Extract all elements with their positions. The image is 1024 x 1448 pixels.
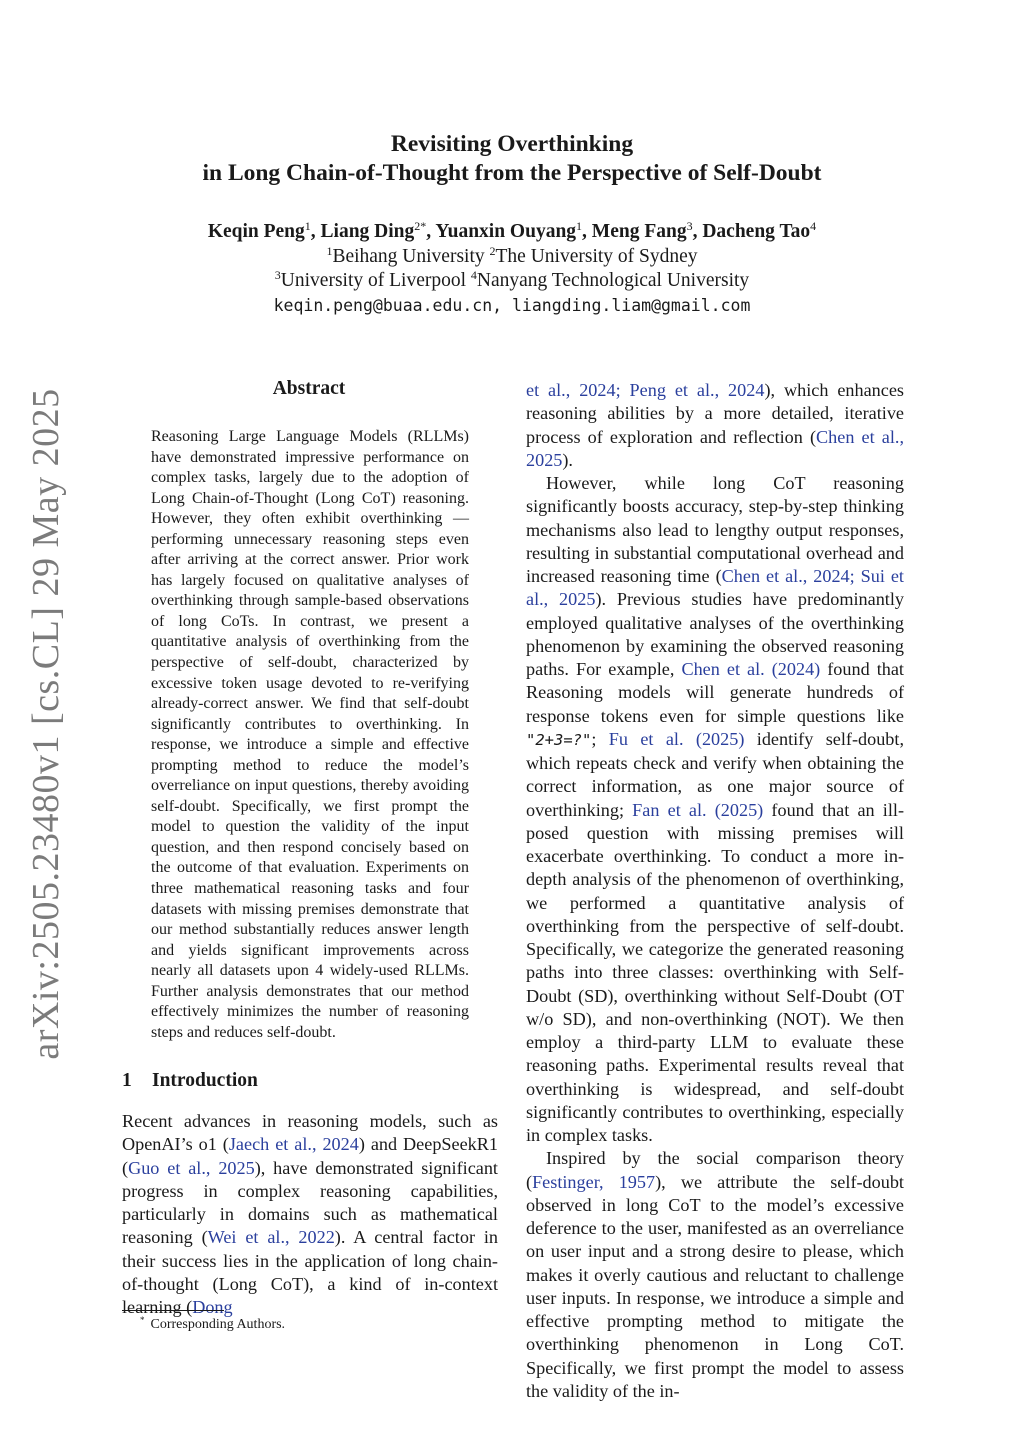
body-text: ), we attribute the self-doubt observed in long CoT to the model’s excessive deference to the user, manifested as an overreliance on user input and a strong desire to please, which makes it overly cautious and reluctant to challenge user inputs. In response, we introduce a simple and effective prompting method to mitigate the overthinking phenomenon in Long CoT. Specifically, we first prompt the model to assess the validity of the in-: [526, 1171, 904, 1401]
section-title: Introduction: [152, 1070, 258, 1091]
author-emails: keqin.peng@buaa.edu.cn, liangding.liam@gmail.com: [273, 295, 751, 315]
author-name: Meng Fang: [591, 221, 687, 242]
author-name: Yuanxin Ouyang: [435, 221, 577, 242]
arxiv-identifier: arXiv:2505.23480v1 [cs.CL] 29 May 2025: [25, 388, 67, 1060]
title-line-1: Revisiting Overthinking: [390, 131, 634, 157]
citation-link[interactable]: Festinger, 1957: [532, 1171, 656, 1192]
affiliation: The University of Sydney: [495, 245, 698, 267]
intro-left-column: [122, 1110, 498, 1320]
citation-link[interactable]: Fu et al. (2025): [608, 728, 745, 749]
citation-link[interactable]: et al., 2024; Peng et al., 2024: [526, 380, 765, 400]
body-text: ). A central factor in their success lies in the application of long chain-of-thought (Long CoT), a kind of in-context learning (: [122, 1227, 499, 1318]
author-names: Keqin Peng$^1$, Liang Ding$^{2*}$, Yuanxin Ouyang$^1$, Meng Fang$^3$, Dacheng Tao$^4$: [207, 219, 817, 242]
affiliation-mark: 4: [470, 268, 477, 282]
paper-title: [0, 130, 1024, 188]
abstract-heading: Abstract: [272, 378, 346, 399]
affiliation-mark: 1: [326, 243, 333, 258]
author-block: [0, 220, 1024, 318]
intro-right-column: [526, 379, 904, 1403]
inline-code: "2+3=?": [526, 730, 592, 749]
body-text: ), have demonstrated significant progress in complex reasoning capabilities, particularly in domains such as mathematical reasoning (: [122, 1157, 498, 1248]
intro-paragraph-1-continued: [526, 379, 904, 472]
author-name: Liang Ding: [320, 221, 415, 242]
citation-link[interactable]: Chen et al., 2025: [526, 426, 904, 470]
body-text: ;: [591, 728, 609, 749]
body-text: Inspired by the social comparison theory (: [526, 1148, 904, 1192]
author-affiliation-mark: 1: [304, 219, 311, 233]
citation-link[interactable]: Fan et al. (2025): [632, 799, 764, 820]
body-text: ), which enhances reasoning abilities by a more detailed, iterative process of exploration and reflection (: [526, 380, 904, 447]
body-text: Recent advances in reasoning models, such as OpenAI’s o1 (: [122, 1111, 498, 1155]
footnote-text: Corresponding Authors.: [150, 1317, 286, 1332]
footnote-mark: *: [140, 1315, 145, 1325]
affiliation: University of Liverpool: [280, 270, 467, 291]
author-affiliation-mark: 3: [686, 219, 693, 233]
intro-paragraph-3: [526, 1147, 904, 1403]
body-text: However, while long CoT reasoning significantly boosts accuracy, step-by-step thinking mechanisms also lead to lengthy output responses, resulting in substantial computational overhead and increased reasoning time (: [526, 473, 904, 586]
author-name: Dacheng Tao: [702, 221, 811, 242]
affiliations-line-2: [0, 269, 1024, 294]
affiliation-mark: 2: [489, 243, 496, 258]
affiliation: Nanyang Technological University: [476, 270, 750, 291]
intro-paragraph-2: [526, 472, 904, 1147]
title-line-2: in Long Chain-of-Thought from the Perspective of Self-Doubt: [202, 160, 822, 186]
citation-link[interactable]: Wei et al., 2022: [207, 1227, 335, 1248]
author-affiliation-mark: 4: [810, 219, 817, 233]
body-text: found that Reasoning models will generate hundreds of response tokens even for simple questions like: [526, 659, 904, 726]
body-text: identify self-doubt, which repeats check and verify when obtaining the correct information, as one major source of overthinking;: [526, 728, 904, 820]
section-heading-introduction: [122, 1070, 258, 1092]
citation-link[interactable]: Guo et al., 2025: [128, 1157, 255, 1178]
intro-paragraph-1: [122, 1110, 498, 1320]
affiliation: Beihang University: [332, 245, 485, 267]
body-text: ).: [562, 449, 573, 470]
abstract-text: Reasoning Large Language Models (RLLMs) have demonstrated impressive performance on complex tasks, largely due to the adoption of Long Chain-of-Thought (Long CoT) reasoning. However, they often exhibit overthinking — performing unnecessary reasoning steps even after arriving at the correct answer. Prior work has largely focused on qualitative analyses of overthinking through sample-based observations of long CoTs. In contrast, we present a quantitative analysis of overthinking from the perspective of self-doubt, characterized by excessive token usage devoted to re-verifying already-correct answer. We find that self-doubt significantly contributes to overthinking. In response, we introduce a simple and effective prompting method to reduce the model’s overreliance on input questions, thereby avoiding self-doubt. Specifically, we first prompt the model to question the validity of the input question, and then respond concisely based on the outcome of that evaluation. Experiments on three mathematical reasoning tasks and four datasets with missing premises demonstrate that our method substantially reduces answer length and yields significant improvements across nearly all datasets upon 4 widely-used RLLMs. Further analysis demonstrates that our method effectively minimizes the number of reasoning steps and reduces self-doubt.: [151, 428, 469, 1041]
body-text: ) and DeepSeekR1 (: [122, 1134, 498, 1178]
citation-link[interactable]: Dong: [192, 1297, 233, 1318]
affiliations-line-1: [0, 245, 1024, 270]
body-text: found that an ill-posed question with missing premises will exacerbate overthinking. To conduct a more in-depth analysis of the phenomenon of overthinking, we performed a quantitative analysis of overthinking from the perspective of self-doubt. Specifically, we categorize the generated reasoning paths into three classes: overthinking with Self-Doubt (SD), overthinking without Self-Doubt (OT w/o SD), and non-overthinking (NOT). We then employ a third-party LLM to evaluate these reasoning paths. Experimental results reveal that overthinking is widespread, and self-doubt significantly contributes to overthinking, especially in complex tasks.: [526, 799, 905, 1145]
section-number: 1: [122, 1070, 132, 1091]
affiliation-mark: 3: [274, 268, 281, 282]
citation-link[interactable]: Chen et al. (2024): [681, 659, 821, 679]
footnote-divider: [122, 1310, 224, 1311]
body-text: ). Previous studies have predominantly employed qualitative analyses of the overthinking phenomenon by examining the observed reasoning paths. For example,: [526, 589, 904, 679]
author-affiliation-mark: 1: [576, 219, 583, 233]
author-name: Keqin Peng: [207, 221, 305, 242]
citation-link[interactable]: Jaech et al., 2024: [228, 1134, 359, 1155]
author-affiliation-mark: 2*: [414, 219, 427, 233]
footnote: [140, 1315, 285, 1333]
citation-link[interactable]: Chen et al., 2024; Sui et al., 2025: [526, 566, 904, 610]
